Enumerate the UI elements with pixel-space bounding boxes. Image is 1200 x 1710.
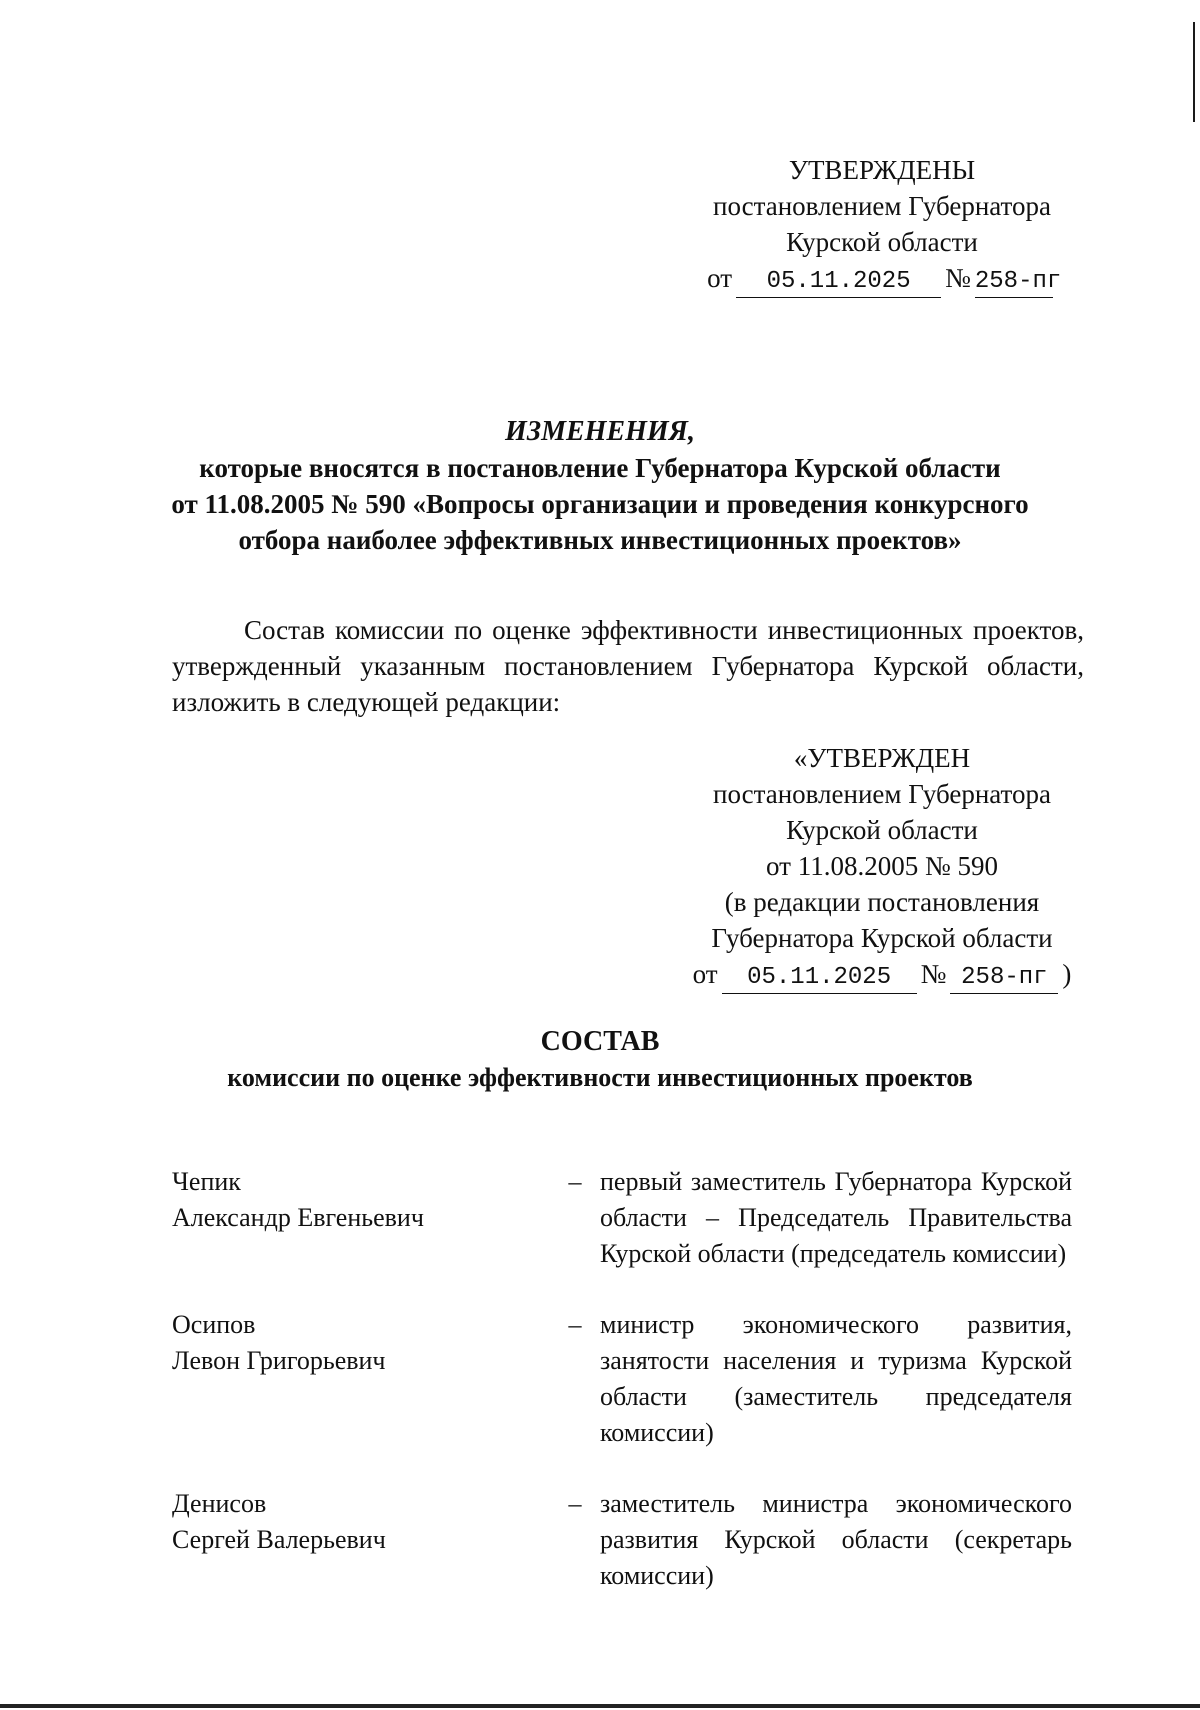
member-given-names: Левон Григорьевич: [172, 1346, 386, 1375]
member-surname: Чепик: [172, 1167, 241, 1196]
composition-stamp: [642, 740, 1122, 994]
composition-stamp-date-row: [642, 956, 1122, 994]
approval-stamp-number-label: №: [945, 263, 971, 293]
member-role: заместитель министра экономического развития Курской области (секретарь комиссии): [600, 1489, 1072, 1590]
member-dash: –: [568, 1310, 582, 1339]
approval-stamp-date-row: [642, 260, 1122, 298]
member-name: [172, 1307, 552, 1451]
changes-subtitle-line2: от 11.08.2005 № 590 «Вопросы организации и проведения конкурсного: [171, 489, 1029, 519]
composition-subtitle: комиссии по оценке эффективности инвестиционных проектов: [227, 1063, 973, 1092]
composition-stamp-line1: постановлением Губернатора: [713, 779, 1051, 809]
changes-subtitle-line1: которые вносятся в постановление Губернатора Курской области: [199, 453, 1001, 483]
intro-paragraph: [172, 612, 1084, 720]
member-role: первый заместитель Губернатора Курской области – Председатель Правительства Курской области (председатель комиссии): [600, 1167, 1072, 1268]
member-name: [172, 1164, 552, 1272]
approval-stamp-number: 258-пг: [975, 267, 1053, 298]
composition-title: СОСТАВ: [540, 1026, 660, 1057]
member-given-names: Сергей Валерьевич: [172, 1525, 386, 1554]
intro-paragraph-text: Состав комиссии по оценке эффективности инвестиционных проектов, утвержденный указанным постановлением Губернатора Курской области, изложить в следующей редакции:: [172, 615, 1084, 717]
composition-stamp-from-label: от: [692, 959, 718, 989]
scan-edge-right: [1193, 22, 1195, 122]
composition-stamp-line2: Курской области: [786, 815, 978, 845]
member-row: [172, 1486, 1084, 1594]
approval-stamp-line1: постановлением Губернатора: [713, 191, 1051, 221]
composition-stamp-line5: Губернатора Курской области: [711, 923, 1053, 953]
composition-stamp-close: ): [1062, 959, 1072, 989]
scan-edge-bottom: [0, 1704, 1200, 1708]
member-surname: Осипов: [172, 1310, 256, 1339]
changes-subtitle: [130, 450, 1070, 558]
member-row: [172, 1164, 1084, 1272]
composition-stamp-date: 05.11.2025: [722, 963, 917, 994]
member-name: [172, 1486, 552, 1594]
changes-subtitle-line3: отбора наиболее эффективных инвестиционных проектов»: [238, 525, 962, 555]
member-given-names: Александр Евгеньевич: [172, 1203, 424, 1232]
composition-stamp-number-label: №: [920, 959, 947, 989]
member-row: [172, 1307, 1084, 1451]
approval-stamp: [642, 152, 1122, 298]
member-surname: Денисов: [172, 1489, 267, 1518]
composition-stamp-number: 258-пг: [950, 963, 1058, 994]
approval-stamp-date: 05.11.2025: [736, 267, 941, 298]
composition-stamp-title: «УТВЕРЖДЕН: [793, 743, 971, 773]
members-list: [172, 1164, 1084, 1629]
composition-stamp-line3: от 11.08.2005 № 590: [766, 851, 998, 881]
changes-title: ИЗМЕНЕНИЯ,: [505, 416, 695, 447]
approval-stamp-from-label: от: [707, 263, 733, 293]
composition-stamp-line4: (в редакции постановления: [724, 887, 1040, 917]
member-dash: –: [568, 1489, 582, 1518]
member-role: министр экономического развития, занятости населения и туризма Курской области (заместитель председателя комиссии): [600, 1310, 1072, 1447]
approval-stamp-line2: Курской области: [786, 227, 978, 257]
member-dash: –: [568, 1167, 582, 1196]
approval-stamp-title: УТВЕРЖДЕНЫ: [788, 155, 976, 185]
